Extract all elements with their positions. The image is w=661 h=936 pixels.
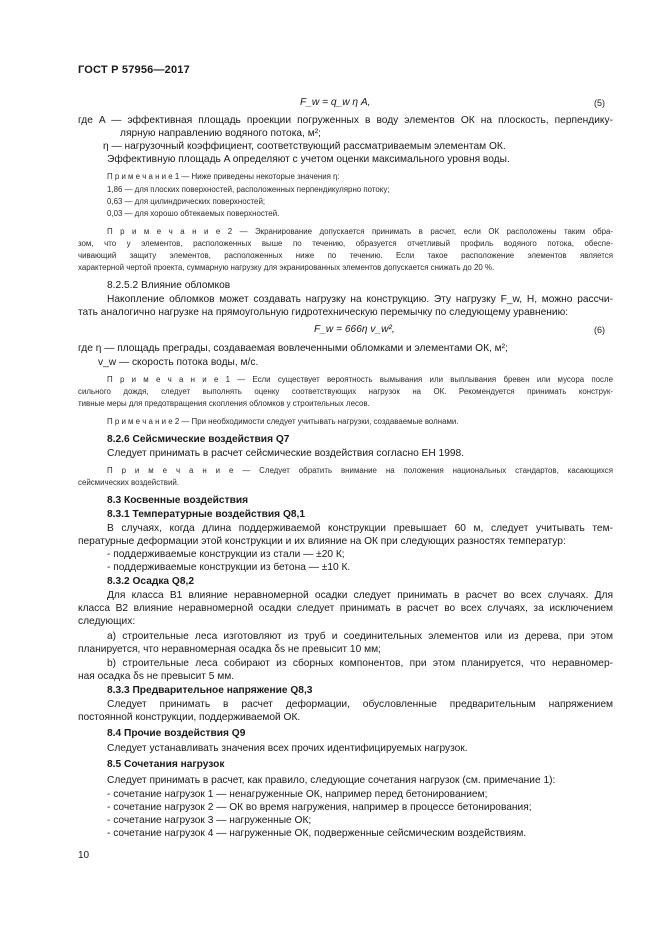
combination-1: - сочетание нагрузок 1 — ненагруженные ОК, например перед бетонированием;: [107, 789, 488, 800]
note-2-line3: чивающий защиту элементов, расположенных ниже по течению. Если такое расположение элементов является: [78, 251, 613, 260]
section-8-3-2-line2: класса В2 влияние неравномерной осадки следует принимать в расчет во всех случаях, за исключением: [78, 603, 613, 614]
equation-number-6: (6): [594, 325, 605, 335]
where-a-line1: где A — эффективная площадь проекции погруженных в воду элементов ОК на плоскость, перпендику-: [78, 115, 613, 126]
where-eta: где η — площадь преграды, создаваемая вовлеченными обломками и элементами ОК, м²;: [78, 343, 508, 354]
note-1-heading: П р и м е ч а н и е 1 — Ниже приведены некоторые значения η:: [107, 172, 340, 181]
formula-6: F_w = 666η v_w²,: [314, 324, 395, 335]
section-8-3-1-line1: В случаях, когда длина поддерживаемой конструкции превышает 60 м, следует учитывать тем-: [107, 523, 613, 534]
section-8-5-heading: 8.5 Сочетания нагрузок: [107, 759, 225, 770]
combination-4: - сочетание нагрузок 4 — нагруженные ОК, подверженные сейсмическим воздействиям.: [107, 828, 527, 839]
section-8-3-2-item-b-line2: ная осадка δs не превысит 5 мм.: [78, 671, 235, 682]
note-3-line3: тивные меры для предотвращения скопления обломков у строительных лесов.: [78, 399, 370, 408]
page-number: 10: [78, 850, 90, 861]
document-header: ГОСТ Р 57956—2017: [78, 64, 190, 76]
note-5-line1: П р и м е ч а н и е — Следует обратить внимание на положения национальных стандартов, касающихся: [107, 466, 613, 475]
where-vw: v_w — скорость потока воды, м/с.: [98, 357, 259, 368]
section-8-3-2-heading: 8.3.2 Осадка Q8,2: [107, 576, 195, 587]
section-8-3-1-steel: - поддерживаемые конструкции из стали — ±20 К;: [107, 549, 345, 560]
section-8-3-3-line2: постоянной конструкции, поддерживаемой ОК.: [78, 712, 301, 723]
section-8-3-3-line1: Следует принимать в расчет деформации, обусловленные предварительным напряжением: [107, 699, 613, 710]
section-8-2-6-text: Следует принимать в расчет сейсмические воздействия согласно ЕН 1998.: [107, 448, 465, 459]
section-8-5-intro: Следует принимать в расчет, как правило, следующие сочетания нагрузок (см. примечание 1):: [107, 775, 556, 786]
combination-3: - сочетание нагрузок 3 — нагруженные ОК;: [107, 815, 312, 826]
section-8-3-heading: 8.3 Косвенные воздействия: [107, 495, 249, 506]
where-a-line2: лярную направлению водяного потока, м²;: [120, 128, 321, 139]
section-8-3-3-heading: 8.3.3 Предварительное напряжение Q8,3: [107, 685, 313, 696]
formula-5: F_w = q_w η A,: [300, 97, 371, 108]
note-4: П р и м е ч а н и е 2 — При необходимости следует учитывать нагрузки, создаваемые волнами.: [107, 417, 459, 426]
section-8-3-1-line2: пературные деформации этой конструкции и их влияние на ОК при следующих разностях температур:: [78, 536, 566, 547]
note-5-line2: сейсмических воздействий.: [78, 478, 179, 487]
note-2-line2: зом, что у элементов, расположенных выше по течению, образуется отчетливый профиль водяного потока, обеспе-: [78, 239, 613, 248]
combination-2: - сочетание нагрузок 2 — ОК во время нагружения, например в процессе бетонирования;: [107, 802, 532, 813]
section-8-3-2-item-a-line1: a) строительные леса изготовляют из труб и соединительных элементов или из дерева, при этом: [107, 631, 613, 642]
section-8-3-2-line3: следующих:: [78, 616, 136, 627]
area-determination: Эффективную площадь A определяют с учетом оценки максимального уровня воды.: [107, 154, 510, 165]
section-8-3-1-heading: 8.3.1 Температурные воздействия Q8,1: [107, 509, 306, 520]
note-1-value-3: 0,03 — для хорошо обтекаемых поверхностей.: [107, 209, 280, 218]
note-1-value-1: 1,86 — для плоских поверхностей, расположенных перпендикулярно потоку;: [107, 185, 390, 194]
section-8-2-5-2-heading: 8.2.5.2 Влияние обломков: [107, 280, 231, 291]
section-8-4-text: Следует устанавливать значения всех прочих идентифицируемых нагрузок.: [107, 743, 468, 754]
eta-definition: η — нагрузочный коэффициент, соответствующий рассматриваемым элементам ОК.: [103, 141, 506, 152]
section-8-3-2-line1: Для класса В1 влияние неравномерной осадки следует принимать в расчет во всех случаях. Для: [107, 590, 613, 601]
debris-line2: тать аналогично нагрузке на прямоугольную гидротехническую перемычку по следующему уравнению:: [78, 307, 569, 318]
equation-number-5: (5): [594, 98, 605, 108]
note-1-value-2: 0,63 — для цилиндрических поверхностей;: [107, 197, 266, 206]
section-8-3-2-item-b-line1: b) строительные леса собирают из сборных компонентов, при этом планируется, что неравномер-: [107, 658, 613, 669]
note-3-line2: сильного дождя, следует выполнять оценку соответствующих нагрузок на ОК. Рекомендуется принимать конструк-: [78, 387, 613, 396]
section-8-4-heading: 8.4 Прочие воздействия Q9: [107, 728, 246, 739]
section-8-3-1-concrete: - поддерживаемые конструкции из бетона — ±10 К.: [107, 562, 351, 573]
note-2-line1: П р и м е ч а н и е 2 — Экранирование допускается принимать в расчет, если ОК расположены таким обра-: [107, 227, 613, 236]
note-2-line4: характерной чертой проекта, суммарную нагрузку для экранированных элементов допускается снижать до 20 %.: [78, 263, 495, 272]
note-3-line1: П р и м е ч а н и е 1 — Если существует вероятность вымывания или выплывания бревен или мусора после: [107, 375, 613, 384]
debris-line1: Накопление обломков может создавать нагрузку на конструкцию. Эту нагрузку F_w, Н, можно рассчи-: [107, 294, 613, 305]
section-8-2-6-heading: 8.2.6 Сейсмические воздействия Q7: [107, 434, 290, 445]
section-8-3-2-item-a-line2: планируется, что неравномерная осадка δs не превысит 10 мм;: [78, 644, 381, 655]
